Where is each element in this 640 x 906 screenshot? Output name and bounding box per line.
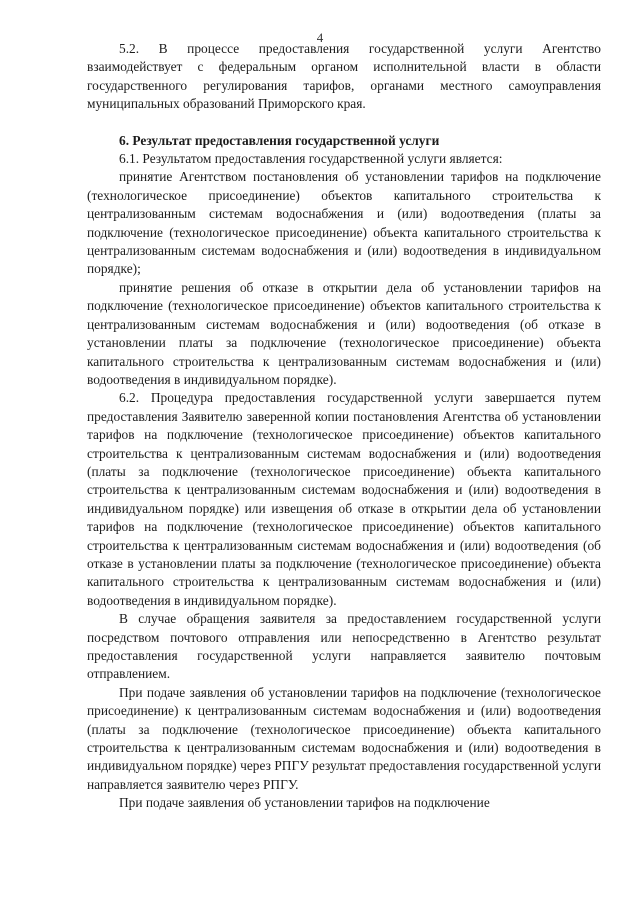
page-number: 4 xyxy=(316,30,324,45)
result-item-2: принятие решения об отказе в открытии дела об установлении тарифов на подключение (технологическое присоединение) объектов капитального строительства к централизованным системам водоснабжения и (или) водоотведения (об отказе в установлении платы за подключение (технологическое присоединение) объекта капитального строительства к централизованным системам водоснабжения и (или) водоотведения в индивидуальном порядке). xyxy=(87,279,601,387)
document-body xyxy=(87,40,601,813)
section-heading-6: 6. Результат предоставления государственной услуги xyxy=(119,132,440,148)
paragraph-rpgu-result: При подаче заявления об установлении тарифов на подключение (технологическое присоединение) к централизованным системам водоснабжения и (или) водоотведения (платы за подключение (технологическое присоединение) объекта капитального строительства к централизованным системам водоснабжения и (или) водоотведения в индивидуальном порядке) через РПГУ результат предоставления государственной услуги направляется заявителю через РПГУ. xyxy=(87,684,601,792)
paragraph-5-2: 5.2. В процессе предоставления государственной услуги Агентство взаимодействует с федеральным органом исполнительной власти в области государственного регулирования тарифов, органами местного самоуправления муниципальных образований Приморского края. xyxy=(87,41,601,112)
result-item-1: принятие Агентством постановления об установлении тарифов на подключение (технологическое присоединение) объектов капитального строительства к централизованным системам водоснабжения и (или) водоотведения (платы за подключение (технологическое присоединение) объекта капитального строительства к централизованным системам водоснабжения и (или) водоотведения в индивидуальном порядке); xyxy=(87,169,601,277)
paragraph-6-1: 6.1. Результатом предоставления государственной услуги является: xyxy=(119,151,503,167)
paragraph-mail-result: В случае обращения заявителя за предоставлением государственной услуги посредством почтового отправления или непосредственно в Агентство результат предоставления государственной услуги направляется заявителю почтовым отправлением. xyxy=(87,611,601,682)
paragraph-6-2: 6.2. Процедура предоставления государственной услуги завершается путем предоставления Заявителю заверенной копии постановления Агентства об установлении тарифов на подключение (технологическое присоединение) объектов капитального строительства к централизованным системам водоснабжения и (или) водоотведения (платы за подключение (технологическое присоединение) объекта капитального строительства к централизованным системам водоснабжения и (или) водоотведения в индивидуальном порядке) или извещения об отказе в открытии дела об установлении тарифов на подключение (технологическое присоединение) объектов капитального строительства к централизованным системам водоснабжения и (или) водоотведения (об отказе в установлении платы за подключение (технологическое присоединение) объекта капитального строительства к централизованным системам водоснабжения и (или) водоотведения в индивидуальном порядке). xyxy=(87,390,601,608)
paragraph-continued: При подаче заявления об установлении тарифов на подключение xyxy=(119,795,490,811)
